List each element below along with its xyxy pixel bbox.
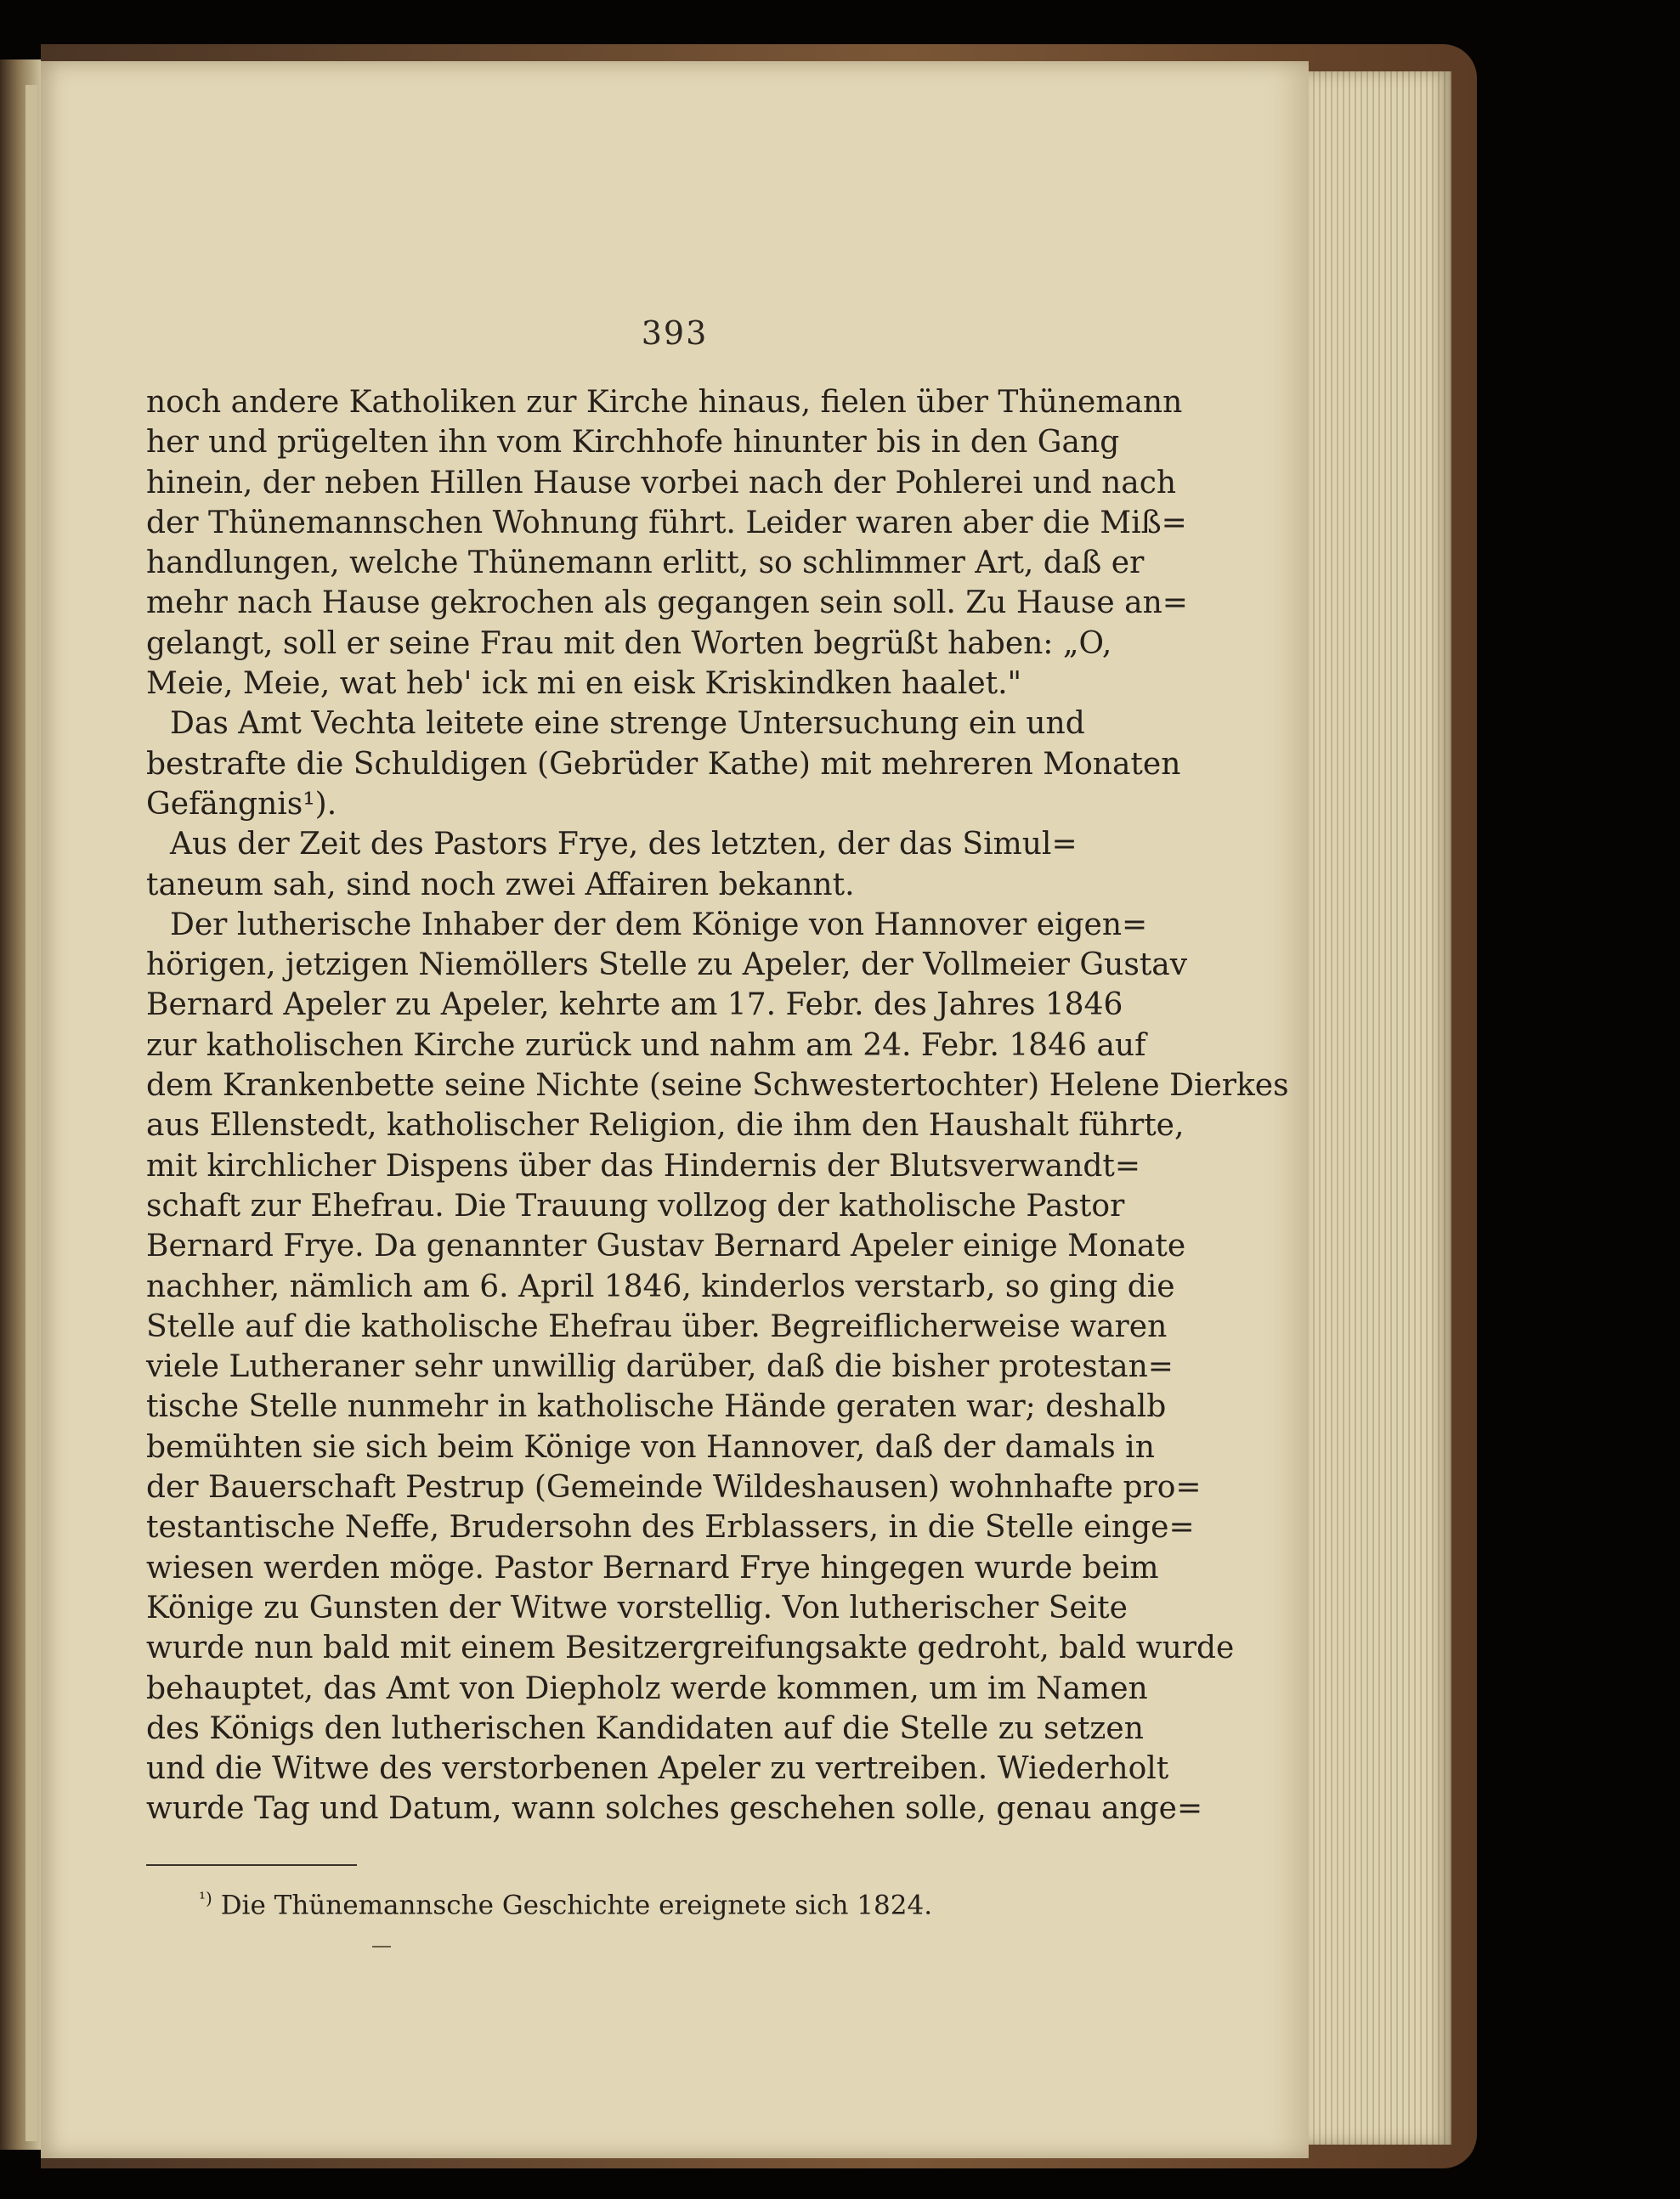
text-line: mit kirchlicher Dispens über das Hindernis der Blutsverwandt=: [146, 1148, 1141, 1184]
text-line: wurde Tag und Datum, wann solches geschehen solle, genau ange=: [146, 1791, 1203, 1827]
text-line: hinein, der neben Hillen Hause vorbei nach der Pohlerei und nach: [146, 465, 1177, 500]
book-page: [41, 61, 1309, 2158]
text-line: Stelle auf die katholische Ehefrau über. Begreiflicherweise waren: [146, 1309, 1168, 1344]
text-line: tische Stelle nunmehr in katholische Hände geraten war; deshalb: [146, 1389, 1167, 1425]
text-line: Meie, Meie, wat heb' ick mi en eisk Kriskindken haalet.": [146, 666, 1022, 702]
text-line: der Thünemannschen Wohnung führt. Leider waren aber die Miß=: [146, 505, 1187, 540]
footnote-marker: ¹): [199, 1888, 212, 1908]
text-line: viele Lutheraner sehr unwillig darüber, daß die bisher protestan=: [146, 1349, 1174, 1385]
text-line: handlungen, welche Thünemann erlitt, so schlimmer Art, daß er: [146, 546, 1145, 581]
text-line: Könige zu Gunsten der Witwe vorstellig. Von lutherischer Seite: [146, 1590, 1128, 1625]
text-line: hörigen, jetzigen Niemöllers Stelle zu Apeler, der Vollmeier Gustav: [146, 947, 1188, 983]
text-line: behauptet, das Amt von Diepholz werde kommen, um im Namen: [146, 1670, 1148, 1706]
text-line: mehr nach Hause gekrochen als gegangen sein soll. Zu Hause an=: [146, 585, 1188, 621]
text-line: Aus der Zeit des Pastors Frye, des letzten, der das Simul=: [170, 827, 1078, 862]
footnote: [199, 1888, 932, 1920]
text-line: wurde nun bald mit einem Besitzergreifungsakte gedroht, bald wurde: [146, 1631, 1235, 1666]
footnote-rule: [146, 1864, 357, 1866]
text-line: und die Witwe des verstorbenen Apeler zu vertreiben. Wiederholt: [146, 1751, 1169, 1787]
text-line: des Königs den lutherischen Kandidaten auf die Stelle zu setzen: [146, 1710, 1144, 1746]
text-line: aus Ellenstedt, katholischer Religion, die ihm den Haushalt führte,: [146, 1108, 1185, 1144]
footnote-text: Die Thünemannsche Geschichte ereignete sich 1824.: [220, 1890, 933, 1921]
text-line: Der lutherische Inhaber der dem Könige von Hannover eigen=: [170, 907, 1148, 942]
text-line: dem Krankenbette seine Nichte (seine Schwestertochter) Helene Dierkes: [146, 1068, 1289, 1104]
text-line: schaft zur Ehefrau. Die Trauung vollzog der katholische Pastor: [146, 1188, 1125, 1224]
text-line: taneum sah, sind noch zwei Affairen bekannt.: [146, 867, 855, 902]
text-line: wiesen werden möge. Pastor Bernard Frye hingegen wurde beim: [146, 1550, 1159, 1586]
page-stack-edges: [1309, 71, 1451, 2145]
text-line: zur katholischen Kirche zurück und nahm am 24. Febr. 1846 auf: [146, 1027, 1146, 1063]
text-line: Das Amt Vechta leitete eine strenge Untersuchung ein und: [170, 706, 1085, 742]
text-line: Bernard Apeler zu Apeler, kehrte am 17. Febr. des Jahres 1846: [146, 987, 1123, 1023]
text-line: noch andere Katholiken zur Kirche hinaus, fielen über Thünemann: [146, 385, 1183, 420]
text-line: bestrafte die Schuldigen (Gebrüder Kathe) mit mehreren Monaten: [146, 746, 1181, 782]
text-line: her und prügelten ihn vom Kirchhofe hinunter bis in den Gang: [146, 425, 1120, 461]
printer-mark: [372, 1946, 391, 1947]
text-line: testantische Neffe, Brudersohn des Erblassers, in die Stelle einge=: [146, 1510, 1195, 1546]
body-text: [146, 382, 1289, 1829]
text-line: nachher, nämlich am 6. April 1846, kinderlos verstarb, so ging die: [146, 1269, 1175, 1304]
page-number: 393: [641, 314, 709, 352]
text-line: der Bauerschaft Pestrup (Gemeinde Wildeshausen) wohnhafte pro=: [146, 1470, 1202, 1506]
left-page-sliver: [25, 85, 37, 2141]
text-line: Gefängnis¹).: [146, 786, 337, 822]
text-line: gelangt, soll er seine Frau mit den Worten begrüßt haben: „O,: [146, 625, 1112, 661]
text-line: bemühten sie sich beim Könige von Hannover, daß der damals in: [146, 1429, 1155, 1465]
text-line: Bernard Frye. Da genannter Gustav Bernard Apeler einige Monate: [146, 1229, 1186, 1264]
